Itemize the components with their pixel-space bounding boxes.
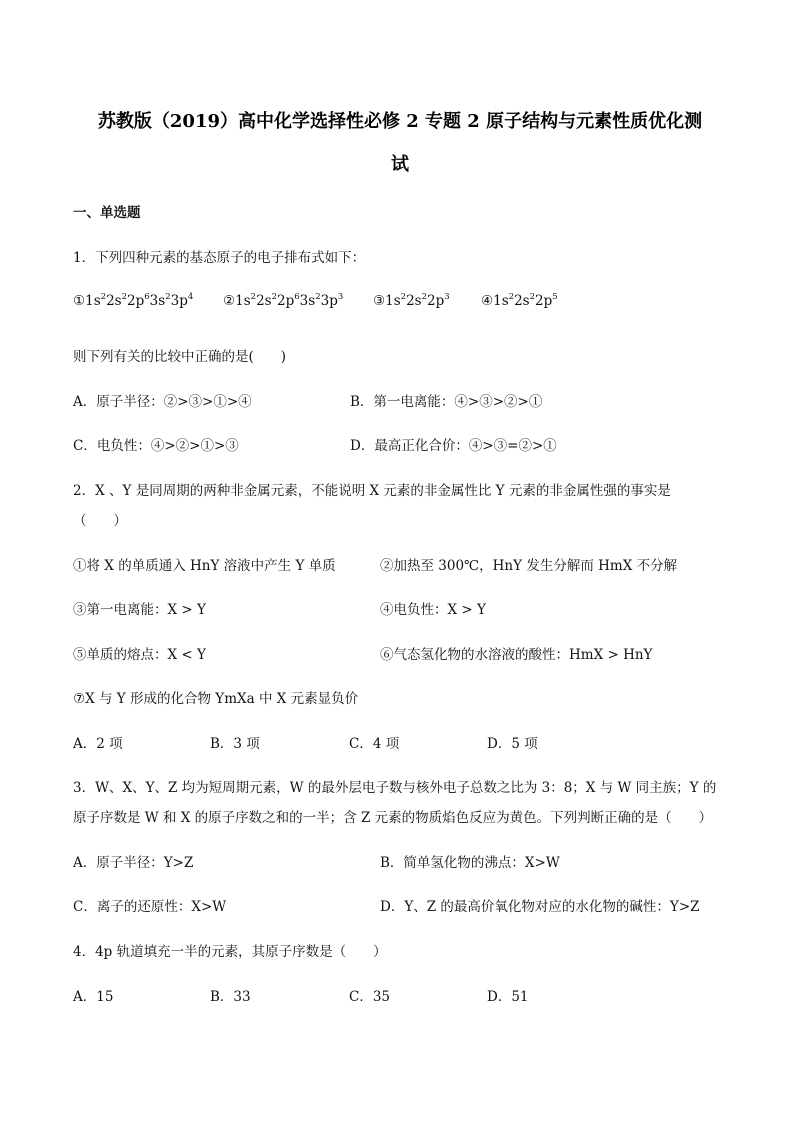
electron-count: 4 [187, 292, 194, 302]
electron-count: 2 [508, 292, 515, 302]
electron-count: 2 [400, 292, 407, 302]
config-mark: ② [223, 293, 236, 309]
q2-statement-4: ④电负性：X > Y [380, 602, 486, 618]
orbital-label: 2p [277, 293, 295, 309]
q2-statement-7: ⑦X 与 Y 形成的化合物 YmXa 中 X 元素显负价 [73, 691, 359, 707]
q2-statement-3: ③第一电离能：X > Y [73, 602, 206, 618]
electron-count: 6 [294, 292, 300, 302]
orbital-label: 2p [427, 293, 445, 309]
q2-option-d[interactable]: D．5 项 [487, 736, 538, 752]
q3-stem-line-1: 3．W、X、Y、Z 均为短周期元素，W 的最外层电子数与核外电子总数之比为 3：8；X 与 W 同主族；Y 的 [73, 780, 717, 796]
electron-count: 5 [552, 292, 558, 302]
q1-configs [73, 292, 558, 309]
electron-count: 2 [271, 292, 278, 302]
orbital-label: 1s [493, 293, 509, 309]
q1-option-b[interactable]: B．第一电离能：④>③>②>① [350, 394, 543, 410]
q3-option-d[interactable]: D．Y、Z 的最高价氧化物对应的水化物的碱性：Y>Z [380, 899, 700, 915]
q2-statement-6: ⑥气态氢化物的水溶液的酸性：HmX > HnY [380, 647, 653, 663]
q1-stem: 1．下列四种元素的基态原子的电子排布式如下： [73, 250, 366, 266]
electron-count: 3 [444, 292, 450, 302]
q2-statement-1: ①将 X 的单质通入 HnY 溶液中产生 Y 单质 [73, 558, 336, 574]
document-title-line-1: 苏教版（2019）高中化学选择性必修 2 专题 2 原子结构与元素性质优化测 [97, 111, 703, 132]
q1-config-1 [73, 293, 193, 309]
q3-option-a[interactable]: A．原子半径：Y>Z [73, 855, 194, 871]
electron-count: 3 [337, 292, 344, 302]
orbital-label: 1s [235, 293, 251, 309]
electron-count: 2 [421, 292, 428, 302]
electron-count: 6 [144, 292, 150, 302]
q1-question: 则下列有关的比较中正确的是( ) [73, 349, 287, 365]
orbital-label: 1s [385, 293, 401, 309]
q1-config-2 [223, 293, 343, 309]
q2-stem: 2．X 、Y 是同周期的两种非金属元素，不能说明 X 元素的非金属性比 Y 元素的非金属性强的事实是 [73, 483, 671, 499]
config-mark: ④ [481, 293, 494, 309]
config-mark: ③ [373, 293, 386, 309]
q4-option-d[interactable]: D．51 [487, 989, 529, 1005]
q3-option-b[interactable]: B．简单氢化物的沸点：X>W [380, 855, 560, 871]
orbital-label: 1s [85, 293, 101, 309]
q1-option-d[interactable]: D．最高正化合价：④>③=②>① [350, 438, 557, 454]
q2-paren: （ ） [73, 513, 127, 529]
electron-count: 2 [100, 292, 107, 302]
orbital-label: 3s [299, 293, 316, 309]
q1-config-4 [481, 293, 558, 309]
orbital-label: 2s [514, 293, 530, 309]
q1-config-3 [373, 293, 450, 309]
orbital-label: 2s [256, 293, 272, 309]
q4-option-c[interactable]: C．35 [349, 989, 391, 1005]
q4-stem: 4．4p 轨道填充一半的元素，其原子序数是（ ） [73, 944, 387, 960]
orbital-label: 2s [406, 293, 422, 309]
q2-statement-2: ②加热至 300℃，HnY 发生分解而 HmX 不分解 [380, 558, 678, 574]
electron-count: 2 [165, 292, 171, 302]
orbital-label: 2s [106, 293, 122, 309]
q2-option-c[interactable]: C．4 项 [349, 736, 400, 752]
orbital-label: 3s [149, 293, 166, 309]
q2-option-a[interactable]: A．2 项 [73, 736, 123, 752]
q1-option-c[interactable]: C．电负性：④>②>①>③ [73, 438, 239, 454]
q2-statement-5: ⑤单质的熔点：X < Y [73, 647, 206, 663]
q4-option-a[interactable]: A．15 [73, 989, 114, 1005]
electron-count: 2 [121, 292, 128, 302]
section-heading: 一、单选题 [73, 205, 141, 221]
document-title-line-2: 试 [391, 154, 409, 175]
orbital-label: 2p [535, 293, 553, 309]
orbital-label: 3p [170, 293, 188, 309]
q4-option-b[interactable]: B．33 [210, 989, 251, 1005]
orbital-label: 2p [127, 293, 145, 309]
electron-count: 2 [315, 292, 321, 302]
q3-stem-line-2: 原子序数是 W 和 X 的原子序数之和的一半；含 Z 元素的物质焰色反应为黄色。下列判断正确的是（ ） [73, 810, 713, 826]
electron-count: 2 [250, 292, 257, 302]
electron-count: 2 [529, 292, 536, 302]
q2-option-b[interactable]: B．3 项 [210, 736, 260, 752]
config-mark: ① [73, 293, 86, 309]
q1-option-a[interactable]: A．原子半径：②>③>①>④ [73, 394, 252, 410]
orbital-label: 3p [320, 293, 338, 309]
q3-option-c[interactable]: C．离子的还原性：X>W [73, 899, 227, 915]
